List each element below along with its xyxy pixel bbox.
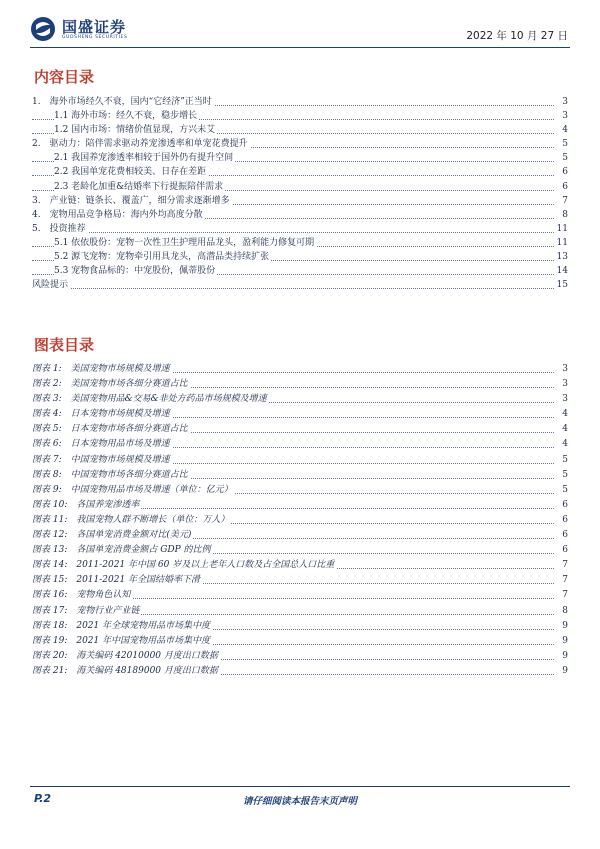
figure-entry-title: 图表 9: 中国宠物用品市场及增速（单位：亿元） (32, 483, 235, 498)
figure-entry[interactable] (32, 437, 568, 452)
toc-entry[interactable] (32, 137, 568, 151)
figure-entry-title: 图表 20: 海关编码 42010000 月度出口数据 (32, 649, 220, 664)
toc-entry-title: 5. 投资推荐 (32, 222, 88, 236)
toc-entry-title: 5.3 宠物食品标的：中宠股份，佩蒂股份 (54, 264, 217, 278)
figure-entry-page: 3 (560, 392, 568, 407)
toc-entry-page: 11 (555, 236, 568, 250)
figure-entry-page: 7 (560, 573, 568, 588)
figure-entry[interactable] (32, 407, 568, 422)
toc-entry-title: 2. 驱动力：陪伴需求驱动养宠渗透率和单宠花费提升 (32, 137, 250, 151)
page-header (30, 14, 570, 48)
figure-entry-title: 图表 11: 我国宠物人群不断增长（单位：万人） (32, 513, 231, 528)
figure-entry-title: 图表 16: 宠物角色认知 (32, 588, 132, 603)
toc-entry-title: 1.1 海外市场：经久不衰，稳步增长 (54, 109, 199, 123)
toc-entry-title: 风险提示 (32, 278, 70, 292)
figure-entry-page: 5 (560, 483, 568, 498)
toc-entry-title: 5.1 依依股份：宠物一次性卫生护理用品龙头，盈利能力修复可期 (54, 236, 316, 250)
figure-entry-title: 图表 21: 海关编码 48189000 月度出口数据 (32, 664, 220, 679)
toc-entry-title: 2.1 我国养宠渗透率相较于国外仍有提升空间 (54, 151, 235, 165)
figure-entry-page: 6 (560, 513, 568, 528)
figure-entry-title: 图表 2: 美国宠物市场各细分赛道占比 (32, 377, 190, 392)
figure-entry-title: 图表 19: 2021 年中国宠物用品市场集中度 (32, 634, 212, 649)
figure-entry-title: 图表 1: 美国宠物市场规模及增速 (32, 362, 172, 377)
figure-entry[interactable] (32, 573, 568, 588)
figure-entry-page: 9 (560, 649, 568, 664)
figure-entry[interactable] (32, 588, 568, 603)
figure-entry-title: 图表 13: 各国单宠消费金额占 GDP 的比例 (32, 543, 213, 558)
toc-entry[interactable] (32, 109, 568, 123)
toc-entry[interactable] (32, 278, 568, 292)
figure-entry[interactable] (32, 422, 568, 437)
figure-entry[interactable] (32, 604, 568, 619)
toc-entry-page: 11 (555, 222, 568, 236)
toc-entry-page: 6 (560, 180, 568, 194)
dot-leader (32, 232, 554, 233)
figure-entry[interactable] (32, 483, 568, 498)
toc-entry-page: 13 (555, 250, 568, 264)
figure-entry[interactable] (32, 513, 568, 528)
figure-entry-page: 6 (560, 528, 568, 543)
toc-entry-title: 1. 海外市场经久不衰，国内“它经济”正当时 (32, 95, 214, 109)
toc-entry-page: 6 (560, 165, 568, 179)
logo-icon (30, 16, 56, 42)
toc-entry[interactable] (32, 236, 568, 250)
toc-list (32, 95, 568, 292)
figures-list (32, 362, 568, 679)
figure-entry-title: 图表 4: 日本宠物市场规模及增速 (32, 407, 172, 422)
figure-entry-page: 5 (560, 453, 568, 468)
toc-entry[interactable] (32, 123, 568, 137)
toc-entry[interactable] (32, 264, 568, 278)
figure-entry-page: 3 (560, 377, 568, 392)
figure-entry[interactable] (32, 377, 568, 392)
toc-entry-title: 2.2 我国单宠花费相较美、日存在差距 (54, 165, 208, 179)
figure-entry-title: 图表 7: 中国宠物市场规模及增速 (32, 453, 172, 468)
figure-entry[interactable] (32, 453, 568, 468)
figure-entry[interactable] (32, 664, 568, 679)
figure-entry-page: 4 (560, 422, 568, 437)
figure-entry-title: 图表 14: 2011-2021 年中国 60 岁及以上老年人口数及占全国总人口比重 (32, 558, 336, 573)
brand-name-en: GUOSHENG SECURITIES (62, 35, 128, 40)
figure-entry[interactable] (32, 558, 568, 573)
toc-entry-page: 3 (560, 109, 568, 123)
toc-title: 内容目录 (34, 68, 95, 86)
figure-entry[interactable] (32, 543, 568, 558)
toc-entry-page: 4 (560, 123, 568, 137)
toc-entry-page: 7 (560, 194, 568, 208)
figure-entry[interactable] (32, 362, 568, 377)
company-logo (30, 14, 140, 46)
toc-entry[interactable] (32, 208, 568, 222)
footer-disclaimer: 请仔细阅读本报告末页声明 (242, 796, 357, 807)
figure-entry-title: 图表 18: 2021 年全球宠物用品市场集中度 (32, 619, 212, 634)
dot-leader (32, 288, 554, 289)
figure-entry-page: 8 (560, 604, 568, 619)
figure-entry[interactable] (32, 634, 568, 649)
figure-entry-page: 6 (560, 543, 568, 558)
figure-entry-page: 4 (560, 437, 568, 452)
footer-divider (30, 786, 570, 787)
toc-entry[interactable] (32, 222, 568, 236)
figure-entry-title: 图表 15: 2011-2021 年全国结婚率下滑 (32, 573, 202, 588)
figure-entry-page: 4 (560, 407, 568, 422)
toc-entry[interactable] (32, 165, 568, 179)
figure-entry-page: 7 (560, 588, 568, 603)
toc-entry-title: 3. 产业链：链条长、覆盖广，细分需求逐渐增多 (32, 194, 232, 208)
figure-entry[interactable] (32, 468, 568, 483)
figures-title: 图表目录 (34, 336, 95, 354)
toc-entry-page: 5 (560, 151, 568, 165)
figure-entry-page: 7 (560, 558, 568, 573)
figure-entry[interactable] (32, 649, 568, 664)
figure-entry-title: 图表 5: 日本宠物市场各细分赛道占比 (32, 422, 190, 437)
figure-entry[interactable] (32, 392, 568, 407)
header-divider (30, 47, 570, 48)
figure-entry-title: 图表 17: 宠物行业产业链 (32, 604, 141, 619)
figure-entry[interactable] (32, 498, 568, 513)
page-number: P.2 (34, 792, 52, 805)
toc-entry-title: 5.2 源飞宠物：宠物牵引用具龙头，高潜品类持续扩张 (54, 250, 271, 264)
toc-entry[interactable] (32, 180, 568, 194)
figure-entry-page: 6 (560, 498, 568, 513)
figure-entry-page: 3 (560, 362, 568, 377)
toc-entry-title: 1.2 国内市场：情绪价值显现，方兴未艾 (54, 123, 217, 137)
toc-entry-page: 8 (560, 208, 568, 222)
toc-entry-title: 4. 宠物用品竞争格局：海内外均高度分散 (32, 208, 205, 222)
toc-entry[interactable] (32, 95, 568, 109)
brand-name-cn: 国盛证券 (62, 18, 127, 36)
toc-entry-page: 14 (555, 264, 568, 278)
figure-entry-title: 图表 12: 各国单宠消费金额对比(美元) (32, 528, 193, 543)
figure-entry-title: 图表 10: 各国养宠渗透率 (32, 498, 141, 513)
toc-entry-page: 15 (555, 278, 568, 292)
toc-entry-page: 3 (560, 95, 568, 109)
toc-entry-title: 2.3 老龄化加重&结婚率下行提振陪伴需求 (54, 180, 225, 194)
report-date: 2022 年 10 月 27 日 (466, 30, 568, 42)
toc-entry[interactable] (32, 194, 568, 208)
figure-entry-title: 图表 8: 中国宠物市场各细分赛道占比 (32, 468, 190, 483)
figure-entry-page: 9 (560, 664, 568, 679)
figure-entry-page: 9 (560, 634, 568, 649)
figure-entry-title: 图表 6: 日本宠物用品市场及增速 (32, 437, 172, 452)
toc-entry-page: 5 (560, 137, 568, 151)
figure-entry-page: 5 (560, 468, 568, 483)
figure-entry[interactable] (32, 528, 568, 543)
toc-entry[interactable] (32, 250, 568, 264)
figure-entry-title: 图表 3: 美国宠物用品&交易&非处方药品市场规模及增速 (32, 392, 269, 407)
figure-entry-page: 9 (560, 619, 568, 634)
figure-entry[interactable] (32, 619, 568, 634)
toc-entry[interactable] (32, 151, 568, 165)
